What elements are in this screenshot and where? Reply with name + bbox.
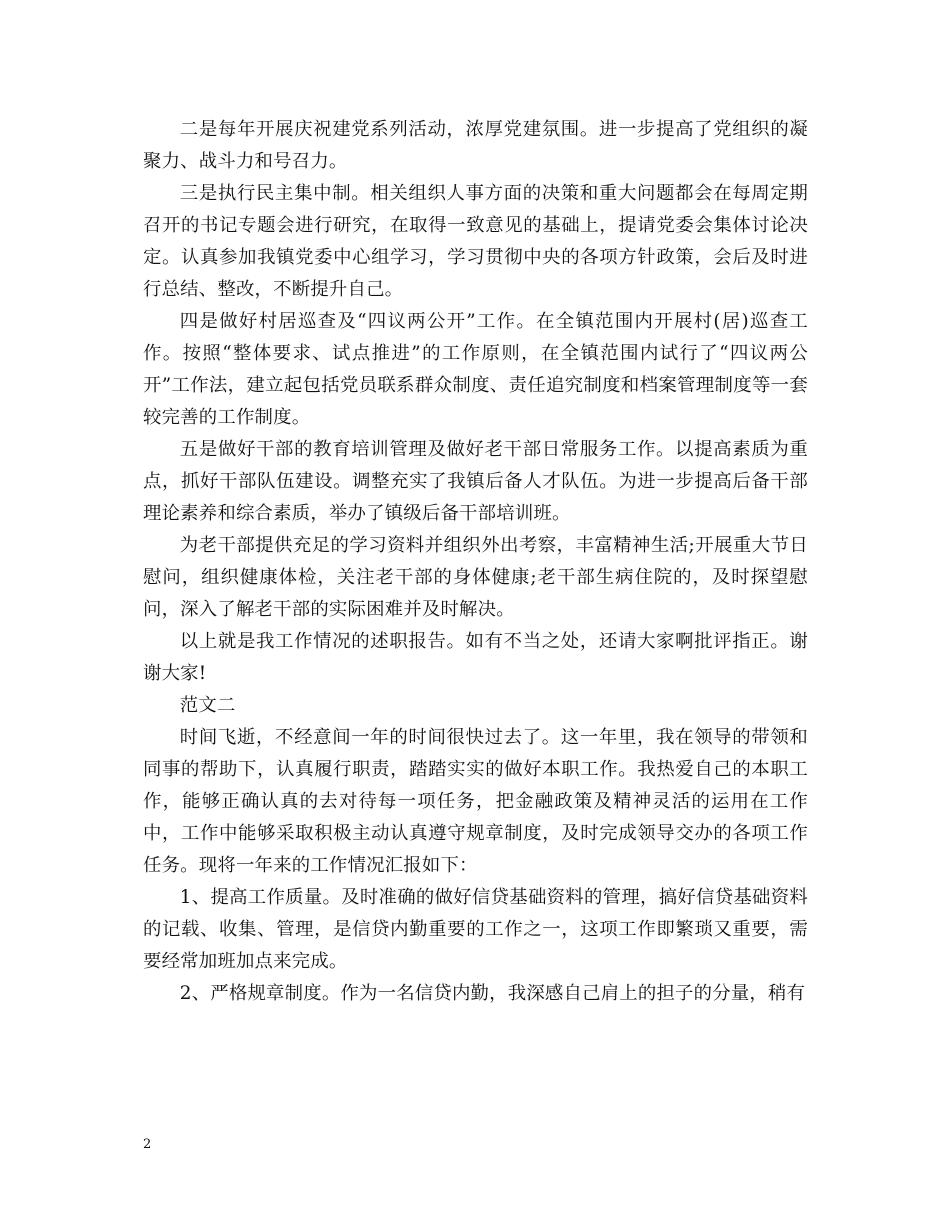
paragraph-village-inspection: 四是做好村居巡查及“四议两公开”工作。在全镇范围内开展村(居)巡查工作。按照“整体要求、试点推进”的工作原则，在全镇范围内试行了“四议两公开”工作法，建立起包括党员联系群众制度、责任追究制度和档案管理制度等一套较完善的工作制度。 — [143, 311, 808, 428]
body-text — [143, 114, 808, 1010]
paragraph-party-building-activities: 二是每年开展庆祝建党系列活动，浓厚党建氛围。进一步提高了党组织的凝聚力、战斗力和号召力。 — [143, 119, 808, 172]
paragraph-year-summary-intro: 时间飞逝，不经意间一年的时间很快过去了。这一年里，我在领导的带领和同事的帮助下，认真履行职责，踏踏实实的做好本职工作。我热爱自己的本职工作，能够正确认真的去对待每一项任务，把金融政策及精神灵活的运用在工作中，工作中能够采取积极主动认真遵守规章制度，及时完成领导交办的各项工作任务。现将一年来的工作情况汇报如下： — [143, 727, 808, 876]
paragraph-closing: 以上就是我工作情况的述职报告。如有不当之处，还请大家啊批评指正。谢谢大家! — [143, 631, 808, 684]
paragraph-work-quality: 1、提高工作质量。及时准确的做好信贷基础资料的管理，搞好信贷基础资料的记载、收集、管理，是信贷内勤重要的工作之一，这项工作即繁琐又重要，需要经常加班加点来完成。 — [143, 887, 808, 972]
paragraph-democratic-centralism: 三是执行民主集中制。相关组织人事方面的决策和重大问题都会在每周定期召开的书记专题会进行研究，在取得一致意见的基础上，提请党委会集体讨论决定。认真参加我镇党委中心组学习，学习贯彻中央的各项方针政策，会后及时进行总结、整改，不断提升自己。 — [143, 183, 808, 300]
paragraph-retired-cadres: 为老干部提供充足的学习资料并组织外出考察，丰富精神生活;开展重大节日慰问，组织健康体检，关注老干部的身体健康;老干部生病住院的，及时探望慰问，深入了解老干部的实际困难并及时解决。 — [143, 535, 808, 620]
paragraph-regulations: 2、严格规章制度。作为一名信贷内勤，我深感自己肩上的担子的分量，稍有 — [179, 983, 806, 1004]
page-number: 2 — [143, 1137, 152, 1152]
section-heading-sample-two: 范文二 — [179, 695, 236, 716]
paragraph-cadre-training: 五是做好干部的教育培训管理及做好老干部日常服务工作。以提高素质为重点，抓好干部队伍建设。调整充实了我镇后备人才队伍。为进一步提高后备干部理论素养和综合素质，举办了镇级后备干部培训班。 — [143, 439, 808, 524]
